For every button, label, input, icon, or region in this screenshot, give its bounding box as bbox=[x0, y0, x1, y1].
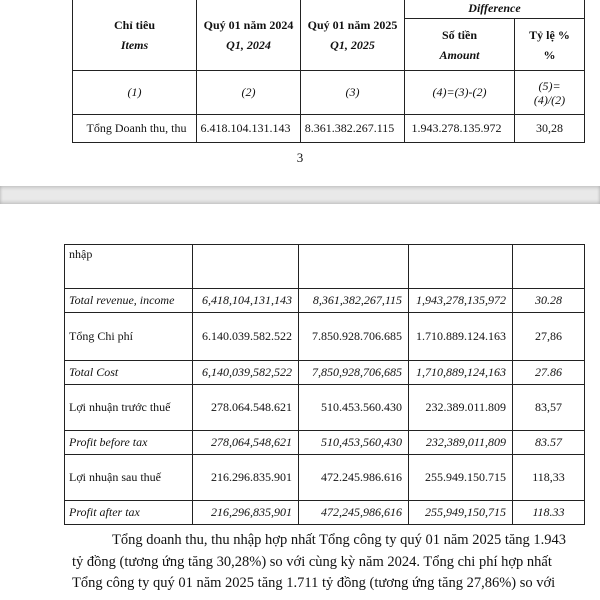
row-label-en: Total Cost bbox=[65, 361, 193, 385]
row-label-vi: Lợi nhuận sau thuế bbox=[65, 455, 193, 501]
cell: 118,33 bbox=[513, 455, 585, 501]
table-row bbox=[65, 385, 585, 431]
table-row bbox=[65, 455, 585, 501]
document-page-3 bbox=[0, 0, 600, 186]
row-label-vi: Lợi nhuận trước thuế bbox=[65, 385, 193, 431]
cell: 255,949,150,715 bbox=[409, 501, 513, 525]
paragraph-line: Tổng doanh thu, thu nhập hợp nhất Tổng công ty quý 01 năm 2025 tăng 1.943 bbox=[112, 532, 567, 548]
document-page-4 bbox=[0, 204, 600, 600]
table-row bbox=[65, 245, 585, 289]
cell: 7.850.928.706.685 bbox=[299, 313, 409, 361]
summary-table-continued bbox=[64, 244, 585, 525]
cell-percent: 30,28 bbox=[515, 115, 585, 143]
row-label-en: Profit before tax bbox=[65, 431, 193, 455]
row-label-total-revenue: Tổng Doanh thu, thu bbox=[73, 115, 197, 143]
col-index-2: (2) bbox=[197, 71, 301, 115]
cell: 278,064,548,621 bbox=[193, 431, 299, 455]
cell: 6,418,104,131,143 bbox=[193, 289, 299, 313]
cell: 30.28 bbox=[513, 289, 585, 313]
cell: 232.389.011.809 bbox=[409, 385, 513, 431]
header-percent: Tỷ lệ % % bbox=[515, 19, 585, 71]
cell: 6,140,039,582,522 bbox=[193, 361, 299, 385]
header-chi-tieu: Chỉ tiêu Items bbox=[73, 0, 197, 71]
cell-q1-2025: 8.361.382.267.115 bbox=[301, 115, 405, 143]
col-index-5: (5)= (4)/(2) bbox=[515, 71, 585, 115]
cell: 472.245.986.616 bbox=[299, 455, 409, 501]
cell: 7,850,928,706,685 bbox=[299, 361, 409, 385]
row-label-vi: Tổng Chi phí bbox=[65, 313, 193, 361]
summary-table-header bbox=[72, 0, 585, 143]
cell: 118.33 bbox=[513, 501, 585, 525]
row-label-en: Profit after tax bbox=[65, 501, 193, 525]
table-row bbox=[65, 289, 585, 313]
col-index-4: (4)=(3)-(2) bbox=[405, 71, 515, 115]
cell: 510.453.560.430 bbox=[299, 385, 409, 431]
cell: 510,453,560,430 bbox=[299, 431, 409, 455]
cell-amount: 1.943.278.135.972 bbox=[405, 115, 515, 143]
cell: 472,245,986,616 bbox=[299, 501, 409, 525]
cell-q1-2024: 6.418.104.131.143 bbox=[197, 115, 301, 143]
cell: 216.296.835.901 bbox=[193, 455, 299, 501]
header-amount: Số tiền Amount bbox=[405, 19, 515, 71]
col-index-1: (1) bbox=[73, 71, 197, 115]
cell: 255.949.150.715 bbox=[409, 455, 513, 501]
page-separator bbox=[0, 186, 600, 204]
summary-paragraph bbox=[72, 530, 592, 595]
row-label-en: Total revenue, income bbox=[65, 289, 193, 313]
cell bbox=[299, 245, 409, 289]
cell bbox=[193, 245, 299, 289]
table-row bbox=[65, 313, 585, 361]
cell: 216,296,835,901 bbox=[193, 501, 299, 525]
table-row bbox=[65, 361, 585, 385]
cell: 8,361,382,267,115 bbox=[299, 289, 409, 313]
header-q1-2025: Quý 01 năm 2025 Q1, 2025 bbox=[301, 0, 405, 71]
cell: 83,57 bbox=[513, 385, 585, 431]
cell: 1,943,278,135,972 bbox=[409, 289, 513, 313]
page-number: 3 bbox=[296, 150, 304, 165]
cell: 278.064.548.621 bbox=[193, 385, 299, 431]
cell: 1,710,889,124,163 bbox=[409, 361, 513, 385]
table-row bbox=[65, 501, 585, 525]
cell bbox=[513, 245, 585, 289]
paragraph-line: Tổng công ty quý 01 năm 2025 tăng 1.711 tỷ đồng (tương ứng tăng 27,86%) so với bbox=[72, 575, 556, 591]
header-q1-2024: Quý 01 năm 2024 Q1, 2024 bbox=[197, 0, 301, 71]
header-difference: Difference bbox=[405, 0, 585, 19]
paragraph-line: tỷ đồng (tương ứng tăng 30,28%) so với cùng kỳ năm 2024. Tổng chi phí hợp nhất bbox=[72, 553, 552, 570]
cell: 27,86 bbox=[513, 313, 585, 361]
row-label-vi: nhập bbox=[65, 245, 193, 289]
cell: 27.86 bbox=[513, 361, 585, 385]
cell: 83.57 bbox=[513, 431, 585, 455]
table-row bbox=[65, 431, 585, 455]
cell: 1.710.889.124.163 bbox=[409, 313, 513, 361]
cell: 6.140.039.582.522 bbox=[193, 313, 299, 361]
cell bbox=[409, 245, 513, 289]
col-index-3: (3) bbox=[301, 71, 405, 115]
cell: 232,389,011,809 bbox=[409, 431, 513, 455]
